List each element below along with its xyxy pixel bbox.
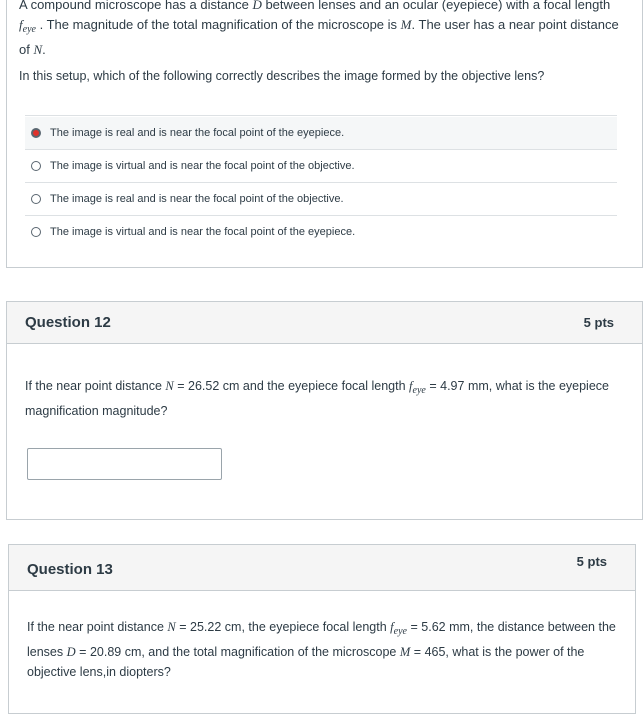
- text-segment: mm, what is the eyepiece magnification magnitude?: [25, 379, 609, 418]
- var-d: D: [66, 645, 76, 659]
- equals-sign: =: [179, 620, 187, 634]
- value-n: 26.52: [188, 379, 220, 393]
- question-13-card: [8, 544, 636, 714]
- question-13-header: [9, 545, 635, 591]
- var-n: N: [33, 42, 43, 57]
- answer-label: The image is real and is near the focal point of the eyepiece.: [50, 127, 345, 139]
- question-11-setup-text: [19, 0, 619, 60]
- var-d: D: [252, 0, 262, 12]
- text-segment: If the near point distance: [25, 379, 162, 393]
- question-11-card: [6, 0, 643, 268]
- equals-sign: =: [413, 645, 422, 659]
- answer-label: The image is real and is near the focal point of the objective.: [50, 193, 344, 205]
- question-points: 5 pts: [583, 315, 614, 330]
- var-f-subscript: eye: [22, 24, 36, 35]
- var-n: N: [165, 379, 174, 393]
- equals-sign: =: [79, 645, 87, 659]
- var-f: f: [390, 620, 394, 634]
- question-title: Question 13: [27, 561, 113, 578]
- answer-input[interactable]: [27, 448, 222, 480]
- question-11-prompt: In this setup, which of the following correctly describes the image formed by the objective lens?: [19, 69, 545, 83]
- question-12-header: [7, 302, 642, 344]
- text-segment: , what is the power of the objective lens,in diopters?: [27, 645, 585, 679]
- var-m: M: [400, 17, 412, 32]
- question-12-card: [6, 301, 643, 520]
- text-segment: . The user has a near point distance of: [19, 17, 619, 57]
- text-segment: cm and the eyepiece focal length: [222, 379, 406, 393]
- value-d: 20.89: [89, 645, 122, 659]
- radio-icon[interactable]: [31, 227, 41, 237]
- question-13-text: [27, 617, 622, 682]
- radio-selected-icon[interactable]: [31, 128, 41, 138]
- text-segment: .: [42, 42, 46, 57]
- answer-divider: [25, 115, 617, 116]
- var-f: f: [19, 17, 23, 32]
- var-f-subscript: eye: [393, 626, 407, 637]
- equals-sign: =: [410, 620, 418, 634]
- value-f: 4.97: [440, 379, 465, 393]
- text-segment: cm, and the total magnification of the microscope: [124, 645, 397, 659]
- var-n: N: [167, 620, 176, 634]
- answer-label: The image is virtual and is near the focal point of the eyepiece.: [50, 226, 356, 238]
- question-12-text: [25, 376, 615, 421]
- answer-option-3[interactable]: [25, 183, 617, 215]
- text-segment: cm, the eyepiece focal length: [224, 620, 387, 634]
- text-segment: A compound microscope has a distance: [19, 0, 249, 12]
- text-segment: If the near point distance: [27, 620, 164, 634]
- equals-sign: =: [429, 379, 437, 393]
- text-segment: between lenses and an ocular (eyepiece) with a focal length: [265, 0, 611, 12]
- equals-sign: =: [177, 379, 185, 393]
- answer-option-4[interactable]: [25, 216, 617, 248]
- answer-label: The image is virtual and is near the focal point of the objective.: [50, 160, 355, 172]
- question-title: Question 12: [25, 314, 111, 331]
- value-m: 465: [424, 645, 446, 659]
- var-m: M: [399, 645, 411, 659]
- radio-icon[interactable]: [31, 161, 41, 171]
- radio-icon[interactable]: [31, 194, 41, 204]
- value-n: 25.22: [190, 620, 222, 634]
- text-segment: mm, the distance between the lenses: [27, 620, 616, 659]
- value-f: 5.62: [421, 620, 446, 634]
- var-f: f: [409, 379, 413, 393]
- answer-option-1[interactable]: [25, 117, 617, 149]
- question-points: 5 pts: [576, 554, 607, 569]
- text-segment: . The magnitude of the total magnification of the microscope is: [39, 17, 398, 32]
- answer-option-2[interactable]: [25, 150, 617, 182]
- var-f-subscript: eye: [412, 385, 426, 396]
